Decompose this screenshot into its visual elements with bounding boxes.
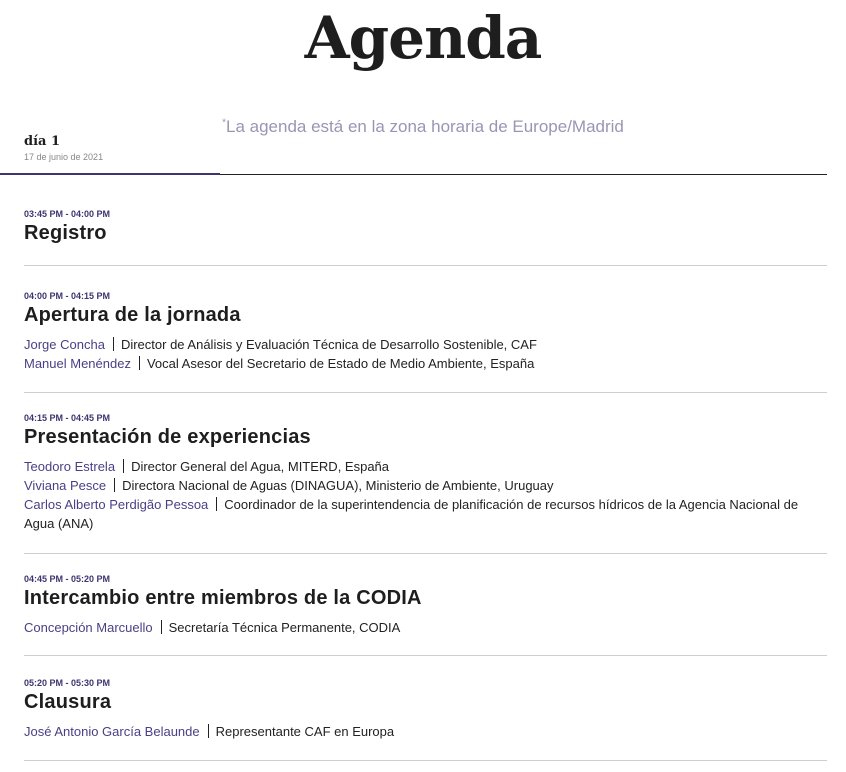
session-title: Intercambio entre miembros de la CODIA — [24, 587, 422, 609]
speaker-list — [24, 457, 827, 533]
speaker-separator — [161, 620, 162, 634]
speaker-list — [24, 335, 827, 373]
speaker-name-link[interactable]: Jorge Concha — [24, 337, 105, 352]
speaker-row — [24, 495, 827, 533]
agenda-session — [24, 176, 827, 266]
speaker-name-link[interactable]: José Antonio García Belaunde — [24, 724, 200, 739]
agenda-session — [24, 554, 827, 656]
speaker-row — [24, 335, 827, 354]
speaker-role: Representante CAF en Europa — [215, 724, 395, 739]
speaker-separator — [216, 497, 217, 511]
speaker-row — [24, 476, 827, 495]
session-title: Registro — [24, 222, 107, 244]
speaker-role: Director de Análisis y Evaluación Técnica de Desarrollo Sostenible, CAF — [120, 337, 537, 352]
speaker-name-link[interactable]: Teodoro Estrela — [24, 459, 116, 474]
session-title: Presentación de experiencias — [24, 426, 311, 448]
session-time: 04:15 PM - 04:45 PM — [24, 413, 111, 423]
speaker-role: Secretaría Técnica Permanente, CODIA — [168, 620, 401, 635]
speaker-name-link[interactable]: Concepción Marcuello — [24, 620, 153, 635]
timezone-note-text: La agenda está en la zona horaria de Europe/Madrid — [226, 117, 624, 136]
agenda-session — [24, 266, 827, 393]
session-list — [24, 176, 827, 761]
session-time: 04:45 PM - 05:20 PM — [24, 574, 111, 584]
speaker-role: Coordinador de la superintendencia de planificación de recursos hídricos de la Agencia Nacional de Agua (ANA) — [24, 497, 799, 531]
session-time: 03:45 PM - 04:00 PM — [24, 209, 111, 219]
agenda-session — [24, 393, 827, 554]
speaker-list — [24, 618, 827, 637]
speaker-row — [24, 354, 827, 373]
timezone-note-mark: * — [222, 117, 226, 129]
active-tab-indicator — [0, 173, 220, 175]
page-title: Agenda — [304, 4, 542, 72]
day-tab[interactable] — [24, 134, 220, 162]
day-tab-date: 17 de junio de 2021 — [24, 152, 104, 162]
day-tab-label: día 1 — [24, 134, 61, 149]
speaker-separator — [113, 337, 114, 351]
speaker-row — [24, 457, 827, 476]
speaker-role: Directora Nacional de Aguas (DINAGUA), Ministerio de Ambiente, Uruguay — [122, 478, 554, 493]
speaker-separator — [123, 459, 124, 473]
speaker-role: Director General del Agua, MITERD, España — [131, 459, 390, 474]
speaker-row — [24, 618, 827, 637]
speaker-list — [24, 722, 827, 741]
speaker-row — [24, 722, 827, 741]
speaker-name-link[interactable]: Viviana Pesce — [24, 478, 107, 493]
session-time: 04:00 PM - 04:15 PM — [24, 291, 111, 301]
speaker-role: Vocal Asesor del Secretario de Estado de Medio Ambiente, España — [146, 356, 535, 371]
session-title: Apertura de la jornada — [24, 304, 241, 326]
speaker-name-link[interactable]: Carlos Alberto Perdigão Pessoa — [24, 497, 209, 512]
session-title: Clausura — [24, 691, 112, 713]
session-time: 05:20 PM - 05:30 PM — [24, 678, 111, 688]
speaker-separator — [139, 356, 140, 370]
speaker-separator — [208, 724, 209, 738]
agenda-session — [24, 656, 827, 761]
speaker-name-link[interactable]: Manuel Menéndez — [24, 356, 131, 371]
speaker-separator — [114, 478, 115, 492]
